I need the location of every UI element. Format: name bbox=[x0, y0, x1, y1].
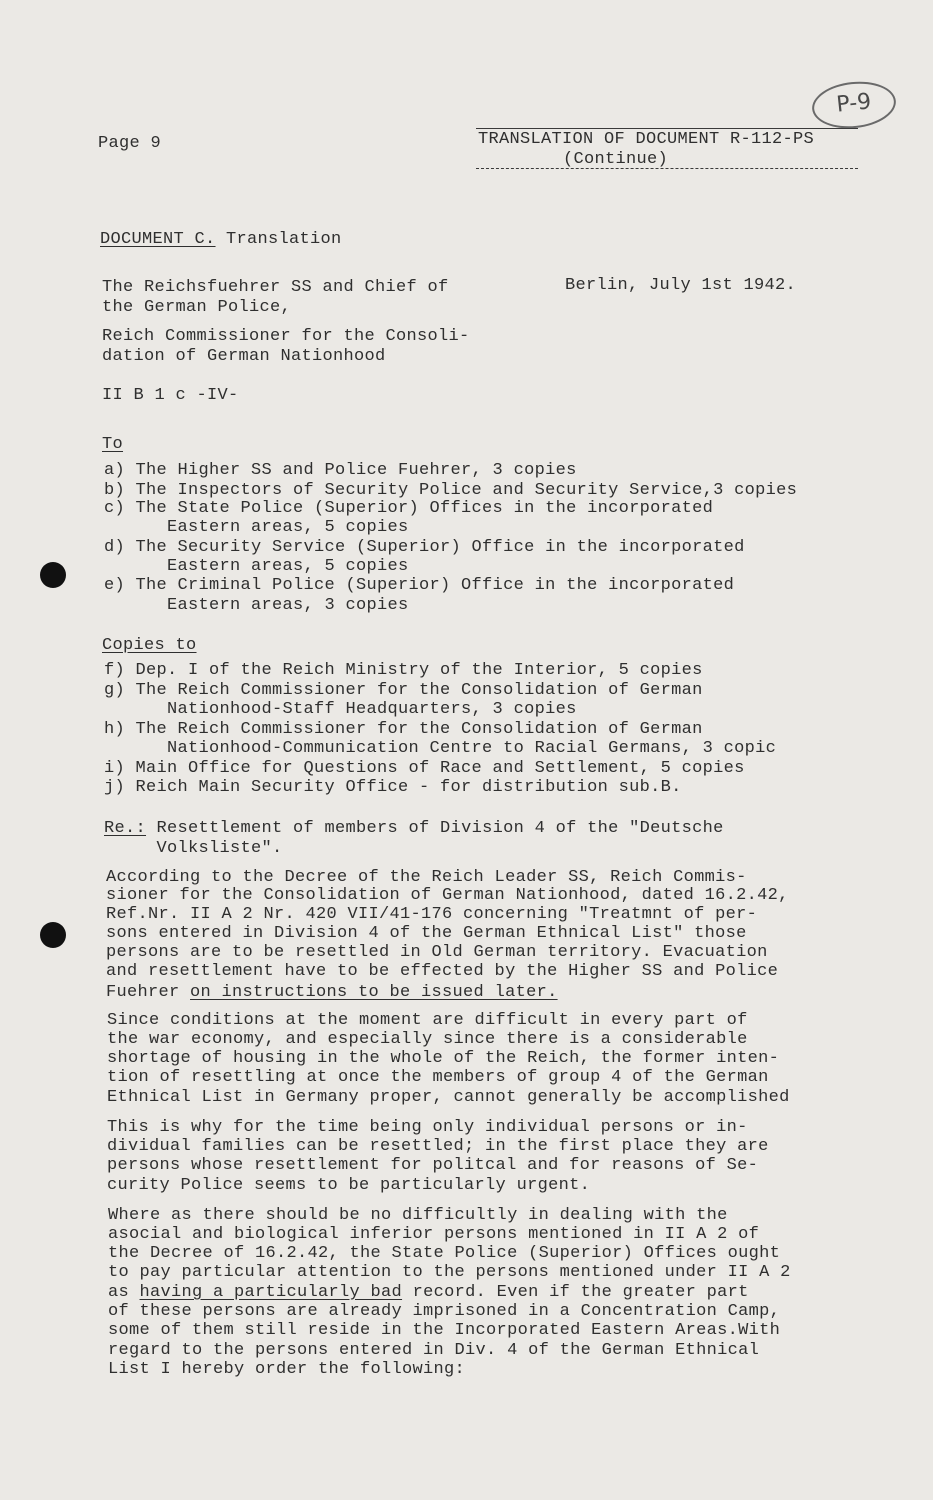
copies-item: Nationhood-Staff Headquarters, 3 copies bbox=[104, 700, 577, 719]
page-stamp: P-9 bbox=[810, 78, 898, 133]
paragraph-line: tion of resettling at once the members of group 4 of the German bbox=[107, 1068, 769, 1087]
paragraph-line: persons whose resettlement for politcal and for reasons of Se- bbox=[107, 1156, 759, 1175]
paragraph-line: List I hereby order the following: bbox=[108, 1360, 466, 1379]
copies-heading: Copies to bbox=[102, 636, 197, 655]
paragraph-line: of these persons are already imprisoned in a Concentration Camp, bbox=[108, 1302, 781, 1321]
paragraph-line: the war economy, and especially since there is a considerable bbox=[107, 1030, 748, 1049]
copies-item: g) The Reich Commissioner for the Consolidation of German bbox=[104, 681, 703, 700]
paragraph-line: the Decree of 16.2.42, the State Police (Superior) Offices ought bbox=[108, 1244, 781, 1263]
sender-line-1: The Reichsfuehrer SS and Chief of bbox=[102, 278, 449, 297]
to-item: Eastern areas, 5 copies bbox=[104, 518, 409, 537]
paragraph-line: sons entered in Division 4 of the German Ethnical List" those bbox=[106, 924, 747, 943]
subject-line-2: Volksliste". bbox=[104, 839, 283, 858]
to-item: b) The Inspectors of Security Police and Security Service,3 copies bbox=[104, 481, 798, 500]
paragraph-line: some of them still reside in the Incorporated Eastern Areas.With bbox=[108, 1321, 781, 1340]
to-item: a) The Higher SS and Police Fuehrer, 3 copies bbox=[104, 461, 577, 480]
copies-item: i) Main Office for Questions of Race and Settlement, 5 copies bbox=[104, 759, 745, 778]
to-item: c) The State Police (Superior) Offices in the incorporated bbox=[104, 499, 714, 518]
paragraph-line: sioner for the Consolidation of German Nationhood, dated 16.2.42, bbox=[106, 886, 789, 905]
document-title bbox=[100, 230, 342, 249]
copies-item: f) Dep. I of the Reich Ministry of the Interior, 5 copies bbox=[104, 661, 703, 680]
subject-text: Resettlement of members of Division 4 of the "Deutsche bbox=[146, 819, 724, 838]
paragraph-line: dividual families can be resettled; in the first place they are bbox=[107, 1137, 769, 1156]
sender-line-2: the German Police, bbox=[102, 298, 292, 317]
paragraph-line: persons are to be resettled in Old German territory. Evacuation bbox=[106, 943, 768, 962]
punch-hole bbox=[40, 562, 66, 588]
copies-item: Nationhood-Communication Centre to Racial Germans, 3 copic bbox=[104, 739, 777, 758]
paragraph-line: Where as there should be no difficultly in dealing with the bbox=[108, 1206, 728, 1225]
paragraph-line-prefix: as bbox=[108, 1283, 140, 1302]
document-title-label: DOCUMENT C. bbox=[100, 230, 216, 249]
paragraph-line: Since conditions at the moment are difficult in every part of bbox=[107, 1011, 748, 1030]
header-rule-top bbox=[476, 128, 858, 129]
commissioner-line-1: Reich Commissioner for the Consoli- bbox=[102, 327, 470, 346]
paragraph-line bbox=[106, 983, 558, 1002]
paragraph-line bbox=[108, 1283, 749, 1302]
reference-code: II B 1 c -IV- bbox=[102, 386, 239, 405]
paragraph-line: asocial and biological inferior persons mentioned in II A 2 of bbox=[108, 1225, 760, 1244]
paragraph-line: curity Police seems to be particularly urgent. bbox=[107, 1176, 591, 1195]
copies-item: h) The Reich Commissioner for the Consolidation of German bbox=[104, 720, 703, 739]
header-continue: (Continue) bbox=[563, 150, 669, 169]
paragraph-line: This is why for the time being only individual persons or in- bbox=[107, 1118, 748, 1137]
paragraph-line: and resettlement have to be effected by the Higher SS and Police bbox=[106, 962, 779, 981]
paragraph-line: According to the Decree of the Reich Leader SS, Reich Commis- bbox=[106, 868, 747, 887]
to-item: Eastern areas, 5 copies bbox=[104, 557, 409, 576]
header-title: TRANSLATION OF DOCUMENT R-112-PS bbox=[478, 130, 815, 149]
copies-item: j) Reich Main Security Office - for distribution sub.B. bbox=[104, 778, 682, 797]
subject-line-1 bbox=[104, 819, 724, 838]
underlined-phrase: on instructions to be issued later. bbox=[190, 983, 558, 1002]
paragraph-line-prefix: Fuehrer bbox=[106, 983, 191, 1002]
paragraph-line: Ref.Nr. II A 2 Nr. 420 VII/41-176 concerning "Treatmnt of per- bbox=[106, 905, 758, 924]
underlined-phrase: having a particularly bad bbox=[139, 1283, 403, 1302]
to-heading: To bbox=[102, 435, 124, 454]
punch-hole bbox=[40, 922, 66, 948]
header-rule-bottom bbox=[476, 168, 858, 169]
paragraph-line: regard to the persons entered in Div. 4 of the German Ethnical bbox=[108, 1341, 760, 1360]
to-item: Eastern areas, 3 copies bbox=[104, 596, 409, 615]
paragraph-line-suffix: record. Even if the greater part bbox=[402, 1283, 749, 1302]
subject-label: Re.: bbox=[104, 819, 147, 838]
paragraph-line: Ethnical List in Germany proper, cannot generally be accomplished bbox=[107, 1088, 790, 1107]
letter-date: Berlin, July 1st 1942. bbox=[565, 276, 797, 295]
paragraph-line: shortage of housing in the whole of the Reich, the former inten- bbox=[107, 1049, 780, 1068]
document-title-rest: Translation bbox=[215, 230, 342, 249]
page-number: Page 9 bbox=[98, 134, 162, 153]
paragraph-line: to pay particular attention to the persons mentioned under II A 2 bbox=[108, 1263, 791, 1282]
to-item: e) The Criminal Police (Superior) Office in the incorporated bbox=[104, 576, 735, 595]
commissioner-line-2: dation of German Nationhood bbox=[102, 347, 386, 366]
to-item: d) The Security Service (Superior) Office in the incorporated bbox=[104, 538, 745, 557]
